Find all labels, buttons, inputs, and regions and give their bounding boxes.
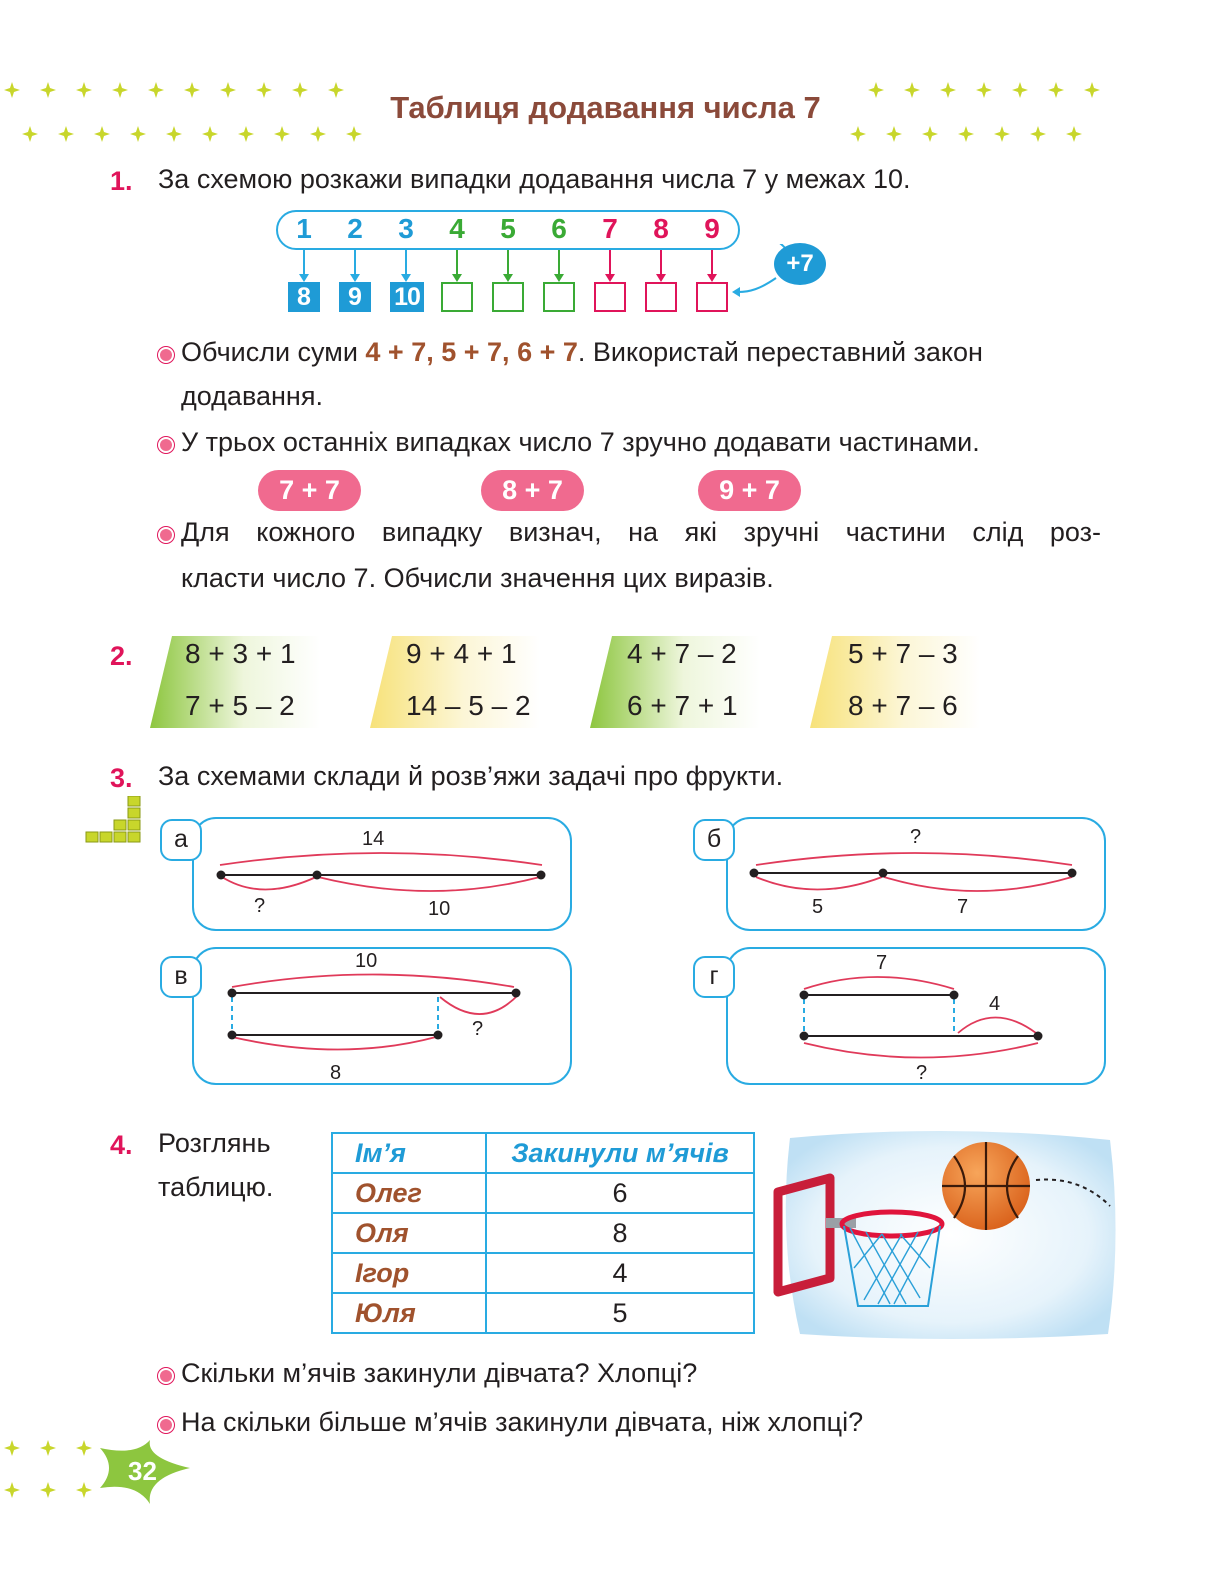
star-icon — [310, 126, 326, 142]
page-number: 32 — [128, 1456, 157, 1486]
seq-num: 4 — [449, 213, 465, 244]
empty-box[interactable] — [492, 282, 524, 312]
pill-9-7: 9 + 7 — [698, 470, 801, 511]
scheme-a-label: а — [160, 819, 202, 861]
seq-num: 8 — [653, 213, 669, 244]
task3-text: За схемами склади й розв’яжи задачі про фрукти. — [158, 761, 784, 791]
task1-text: За схемою розкажи випадки додавання числа 7 у межах 10. — [158, 164, 911, 194]
row-value: 5 — [486, 1293, 754, 1333]
header-balls: Закинули м’ячів — [486, 1133, 754, 1173]
star-icon — [202, 126, 218, 142]
row-value: 4 — [486, 1253, 754, 1293]
row-value: 8 — [486, 1213, 754, 1253]
table-header-row — [332, 1133, 754, 1173]
bullet1-post: . Використай переставний закон — [577, 337, 983, 367]
scheme-g-diff: 4 — [989, 993, 1001, 1015]
star-icon — [130, 126, 146, 142]
table-row — [332, 1173, 754, 1213]
scheme-a-right: 10 — [428, 898, 451, 920]
scheme-g-top: 7 — [876, 952, 888, 974]
scheme-b-top: ? — [910, 826, 922, 848]
bullet-icon — [158, 527, 174, 543]
seq-num: 9 — [704, 213, 720, 244]
empty-box[interactable] — [594, 282, 626, 312]
star-icon — [238, 126, 254, 142]
empty-box[interactable] — [645, 282, 677, 312]
result-box: 9 — [339, 282, 371, 312]
star-icon — [274, 126, 290, 142]
pill-8-7: 8 + 7 — [481, 470, 584, 511]
star-border-top-2 — [0, 124, 1120, 144]
task4-text-line2: таблицю. — [158, 1172, 274, 1202]
scheme-a-top: 14 — [362, 828, 385, 850]
expr: 4 + 7 – 2 — [627, 638, 737, 669]
star-icon — [22, 126, 38, 142]
seq-num: 2 — [347, 213, 363, 244]
seq-num: 1 — [296, 213, 312, 244]
question-1: Скільки м’ячів закинули дівчата? Хлопці? — [181, 1358, 698, 1388]
result-box: 8 — [288, 282, 320, 312]
table-row — [332, 1213, 754, 1253]
expr: 9 + 4 + 1 — [406, 638, 517, 669]
scheme-v-bottom: 8 — [330, 1062, 342, 1084]
expr: 14 – 5 – 2 — [406, 690, 531, 721]
row-name: Юля — [332, 1293, 486, 1333]
bullet2-text: У трьох останніх випадках число 7 зручно додавати частинами. — [181, 427, 980, 457]
bullet-icon — [158, 1368, 174, 1384]
row-name: Ігор — [332, 1253, 486, 1293]
bullet3-line2: класти число 7. Обчисли значення цих виразів. — [181, 563, 774, 593]
scheme-g-label: г — [693, 956, 735, 998]
task4-number: 4. — [110, 1130, 133, 1160]
scheme-v-diff: ? — [472, 1018, 484, 1040]
task4-text-line1: Розглянь — [158, 1128, 271, 1158]
empty-box[interactable] — [441, 282, 473, 312]
bullet3-line1: Для кожного випадку визнач, на які зручні частини слід роз- — [181, 517, 1101, 547]
expr: 5 + 7 – 3 — [848, 638, 958, 669]
pill-7-7: 7 + 7 — [258, 470, 361, 511]
star-icon — [994, 126, 1010, 142]
expr-6-7: 6 + 7 — [517, 337, 578, 367]
seq-num: 6 — [551, 213, 567, 244]
score-table — [331, 1132, 755, 1334]
result-box: 10 — [390, 282, 424, 312]
scheme-b-right: 7 — [957, 896, 969, 918]
scheme-b-left: 5 — [812, 896, 824, 918]
table-row — [332, 1253, 754, 1293]
star-icon — [1066, 126, 1082, 142]
scheme-g-bottom: ? — [916, 1062, 928, 1084]
seq-num: 7 — [602, 213, 618, 244]
expr-5-7: 5 + 7, — [441, 337, 510, 367]
scheme-v-top: 10 — [355, 950, 378, 972]
page-title: Таблиця додавання числа 7 — [390, 90, 821, 125]
question-2: На скільки більше м’ячів закинули дівчата, ніж хлопці? — [181, 1407, 864, 1437]
expr: 8 + 3 + 1 — [185, 638, 296, 669]
star-icon — [850, 126, 866, 142]
footer-stars — [0, 1438, 200, 1508]
seq-num: 5 — [500, 213, 516, 244]
bullet1-line1 — [181, 337, 983, 368]
bullet-icon — [158, 1417, 174, 1433]
row-value: 6 — [486, 1173, 754, 1213]
star-icon — [922, 126, 938, 142]
star-icon — [58, 126, 74, 142]
table-row — [332, 1293, 754, 1333]
empty-box[interactable] — [543, 282, 575, 312]
empty-box[interactable] — [696, 282, 728, 312]
bullet1-line2: додавання. — [181, 381, 323, 411]
plus7-badge: +7 — [774, 243, 826, 285]
scheme-a-left: ? — [254, 895, 266, 917]
expr: 7 + 5 – 2 — [185, 690, 295, 721]
scheme-v-label: в — [160, 956, 202, 998]
scheme-v-diagram — [192, 947, 570, 1083]
header-name: Ім’я — [332, 1133, 486, 1173]
scheme-g-diagram — [726, 947, 1104, 1083]
bullet-icon — [158, 437, 174, 453]
task2-number: 2. — [110, 641, 133, 671]
expr: 6 + 7 + 1 — [627, 690, 738, 721]
bullet-icon — [158, 347, 174, 363]
star-icon — [346, 126, 362, 142]
expr-4-7: 4 + 7, — [365, 337, 434, 367]
bullet1-pre: Обчисли суми — [181, 337, 366, 367]
task3-number: 3. — [110, 763, 133, 793]
star-icon — [166, 126, 182, 142]
star-icon — [1030, 126, 1046, 142]
expr: 8 + 7 – 6 — [848, 690, 958, 721]
star-icon — [958, 126, 974, 142]
difficulty-blocks-icon — [84, 796, 144, 848]
row-name: Олег — [332, 1173, 486, 1213]
scheme-b-label: б — [693, 819, 735, 861]
row-name: Оля — [332, 1213, 486, 1253]
star-icon — [94, 126, 110, 142]
seq-num: 3 — [398, 213, 414, 244]
star-icon — [886, 126, 902, 142]
task1-number: 1. — [110, 166, 133, 196]
basketball-illustration — [770, 1128, 1130, 1342]
